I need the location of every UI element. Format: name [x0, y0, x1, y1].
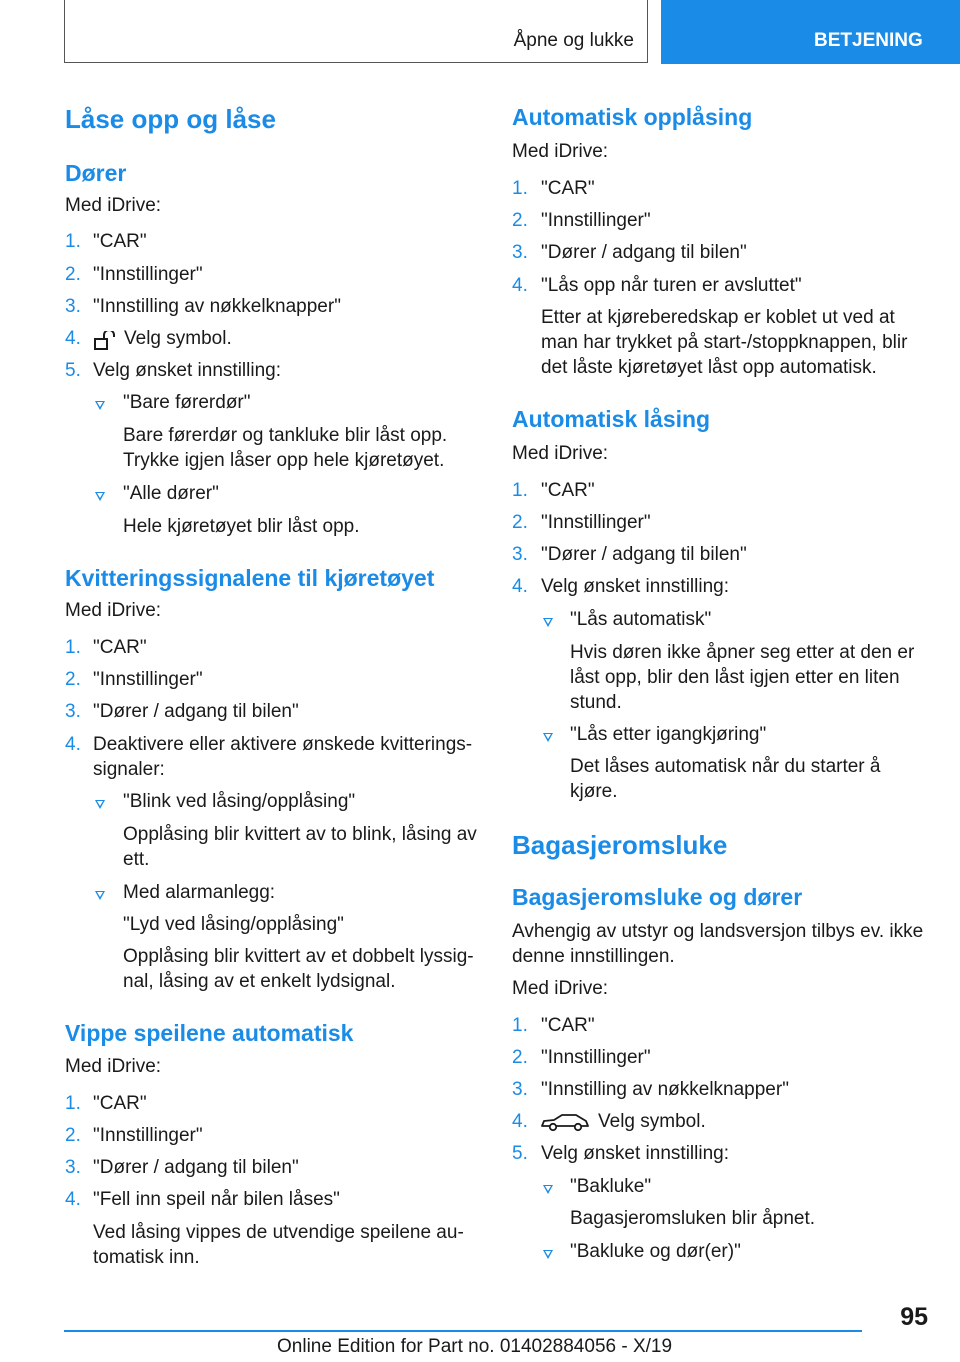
- doors-step-4: Velg symbol.: [124, 328, 232, 349]
- auto-lock-option-1-label: "Lås automatisk": [570, 609, 712, 630]
- ack-option-2-label: Med alarmanlegg:: [123, 882, 276, 903]
- ack-step-1: "CAR": [93, 637, 147, 658]
- auto-unlock-text: man har trykket på start-/stoppknappen, blir: [541, 332, 908, 353]
- trunk-intro: Med iDrive:: [512, 978, 609, 999]
- step-number: 2.: [512, 512, 528, 533]
- ack-step-3: "Dører / adgang til bilen": [93, 701, 299, 722]
- trunk-option-1-text: Bagasjeromsluken blir åpnet.: [570, 1208, 816, 1229]
- doors-step-2: "Innstillinger": [93, 264, 203, 285]
- header-section-title: Åpne og lukke: [513, 30, 634, 51]
- doors-option-2-text: Hele kjøretøyet blir låst opp.: [123, 516, 360, 537]
- trunk-option-1-label: "Bakluke": [570, 1176, 652, 1197]
- mirrors-intro: Med iDrive:: [65, 1056, 162, 1077]
- mirrors-step-2: "Innstillinger": [93, 1125, 203, 1146]
- doors-step-5: Velg ønsket innstilling:: [93, 360, 281, 381]
- mirrors-step-3: "Dører / adgang til bilen": [93, 1157, 299, 1178]
- trunk-availability-text: denne innstillingen.: [512, 946, 675, 967]
- mirrors-text: Ved låsing vippes de utvendige speilene au-: [93, 1222, 464, 1243]
- step-number: 3.: [65, 296, 81, 317]
- auto-lock-option-1-text: Hvis døren ikke åpner seg etter at den er: [570, 642, 915, 663]
- auto-lock-option-1-text: stund.: [570, 692, 622, 713]
- step-number: 4.: [512, 275, 528, 296]
- page-number: 95: [900, 1303, 928, 1331]
- step-number: 2.: [512, 210, 528, 231]
- ack-step-4-cont: signaler:: [93, 759, 165, 780]
- auto-unlock-step-1: "CAR": [541, 178, 595, 199]
- ack-intro: Med iDrive:: [65, 600, 162, 621]
- auto-lock-option-2-text: kjøre.: [570, 781, 618, 802]
- step-number: 3.: [512, 1079, 528, 1100]
- step-number: 1.: [512, 480, 528, 501]
- step-number: 2.: [65, 264, 81, 285]
- step-number: 3.: [512, 242, 528, 263]
- trunk-step-1: "CAR": [541, 1015, 595, 1036]
- ack-step-2: "Innstillinger": [93, 669, 203, 690]
- auto-unlock-heading: Automatisk opplåsing: [512, 104, 753, 130]
- trunk-step-2: "Innstillinger": [541, 1047, 651, 1068]
- doors-option-2-label: "Alle dører": [123, 483, 219, 504]
- auto-lock-step-3: "Dører / adgang til bilen": [541, 544, 747, 565]
- step-number: 5.: [65, 360, 81, 381]
- auto-lock-option-2-label: "Lås etter igangkjøring": [570, 724, 767, 745]
- ack-option-2-text: Opplåsing blir kvittert av et dobbelt lyssig-: [123, 946, 474, 967]
- doors-step-1: "CAR": [93, 231, 147, 252]
- trunk-step-4: Velg symbol.: [598, 1111, 706, 1132]
- auto-lock-step-1: "CAR": [541, 480, 595, 501]
- section-title-unlock-lock: Låse opp og låse: [65, 104, 276, 134]
- ack-option-1-label: "Blink ved låsing/opplåsing": [123, 791, 356, 812]
- step-number: 4.: [65, 734, 81, 755]
- auto-lock-step-4: Velg ønsket innstilling:: [541, 576, 729, 597]
- step-number: 1.: [512, 1015, 528, 1036]
- doors-heading: Dører: [65, 160, 127, 186]
- step-number: 4.: [512, 1111, 528, 1132]
- doors-intro: Med iDrive:: [65, 195, 162, 216]
- doors-option-1-label: "Bare førerdør": [123, 392, 251, 413]
- step-number: 2.: [65, 669, 81, 690]
- trunk-doors-heading: Bagasjeromsluke og dører: [512, 884, 803, 910]
- step-number: 1.: [512, 178, 528, 199]
- mirrors-heading: Vippe speilene automatisk: [65, 1020, 354, 1046]
- ack-step-4: Deaktivere eller aktivere ønskede kvitterings-: [93, 734, 473, 755]
- ack-option-2-sub: "Lyd ved låsing/opplåsing": [123, 914, 344, 935]
- auto-lock-intro: Med iDrive:: [512, 443, 609, 464]
- footer-divider: [64, 1330, 862, 1332]
- step-number: 5.: [512, 1143, 528, 1164]
- bullet-triangle-icon: [95, 492, 105, 501]
- auto-lock-step-2: "Innstillinger": [541, 512, 651, 533]
- step-number: 4.: [65, 328, 81, 349]
- step-number: 3.: [65, 701, 81, 722]
- trunk-step-3: "Innstilling av nøkkelknapper": [541, 1079, 789, 1100]
- ack-option-1-text: Opplåsing blir kvittert av to blink, låsing av: [123, 824, 477, 845]
- header-chapter-tab: BETJENING: [661, 0, 960, 64]
- auto-unlock-step-4: "Lås opp når turen er avsluttet": [541, 275, 802, 296]
- auto-lock-heading: Automatisk låsing: [512, 406, 711, 432]
- auto-unlock-text: det låste kjøretøyet låst opp automatisk.: [541, 357, 877, 378]
- step-number: 1.: [65, 637, 81, 658]
- mirrors-step-1: "CAR": [93, 1093, 147, 1114]
- step-number: 1.: [65, 231, 81, 252]
- doors-option-1-text: Trykke igjen låser opp hele kjøretøyet.: [123, 450, 445, 471]
- ack-option-1-text: ett.: [123, 849, 150, 870]
- bullet-triangle-icon: [95, 800, 105, 809]
- trunk-option-2-label: "Bakluke og dør(er)": [570, 1241, 741, 1262]
- padlock-open-icon: [93, 331, 119, 351]
- step-number: 2.: [512, 1047, 528, 1068]
- step-number: 1.: [65, 1093, 81, 1114]
- trunk-step-5: Velg ønsket innstilling:: [541, 1143, 729, 1164]
- bullet-triangle-icon: [543, 733, 553, 742]
- ack-option-2-text: nal, låsing av et enkelt lydsignal.: [123, 971, 396, 992]
- step-number: 4.: [512, 576, 528, 597]
- bullet-triangle-icon: [543, 1250, 553, 1259]
- mirrors-step-4: "Fell inn speil når bilen låses": [93, 1189, 340, 1210]
- bullet-triangle-icon: [543, 1185, 553, 1194]
- trunk-section-title: Bagasjeromsluke: [512, 830, 728, 860]
- step-number: 2.: [65, 1125, 81, 1146]
- bullet-triangle-icon: [95, 891, 105, 900]
- ack-signals-heading: Kvitteringssignalene til kjøretøyet: [65, 565, 435, 591]
- step-number: 3.: [512, 544, 528, 565]
- doors-option-1-text: Bare førerdør og tankluke blir låst opp.: [123, 425, 448, 446]
- auto-unlock-intro: Med iDrive:: [512, 141, 609, 162]
- step-number: 3.: [65, 1157, 81, 1178]
- bullet-triangle-icon: [543, 618, 553, 627]
- bullet-triangle-icon: [95, 401, 105, 410]
- auto-unlock-text: Etter at kjøreberedskap er koblet ut ved at: [541, 307, 895, 328]
- doors-step-3: "Innstilling av nøkkelknapper": [93, 296, 341, 317]
- auto-unlock-step-2: "Innstillinger": [541, 210, 651, 231]
- auto-unlock-step-3: "Dører / adgang til bilen": [541, 242, 747, 263]
- step-number: 4.: [65, 1189, 81, 1210]
- footer-edition: Online Edition for Part no. 01402884056 - X/19: [277, 1336, 673, 1357]
- trunk-availability-text: Avhengig av utstyr og landsversjon tilbys ev. ikke: [512, 921, 924, 942]
- auto-lock-option-1-text: låst opp, blir den låst igjen etter en liten: [570, 667, 900, 688]
- mirrors-text: tomatisk inn.: [93, 1247, 200, 1268]
- auto-lock-option-2-text: Det låses automatisk når du starter å: [570, 756, 881, 777]
- car-side-icon: [540, 1112, 590, 1132]
